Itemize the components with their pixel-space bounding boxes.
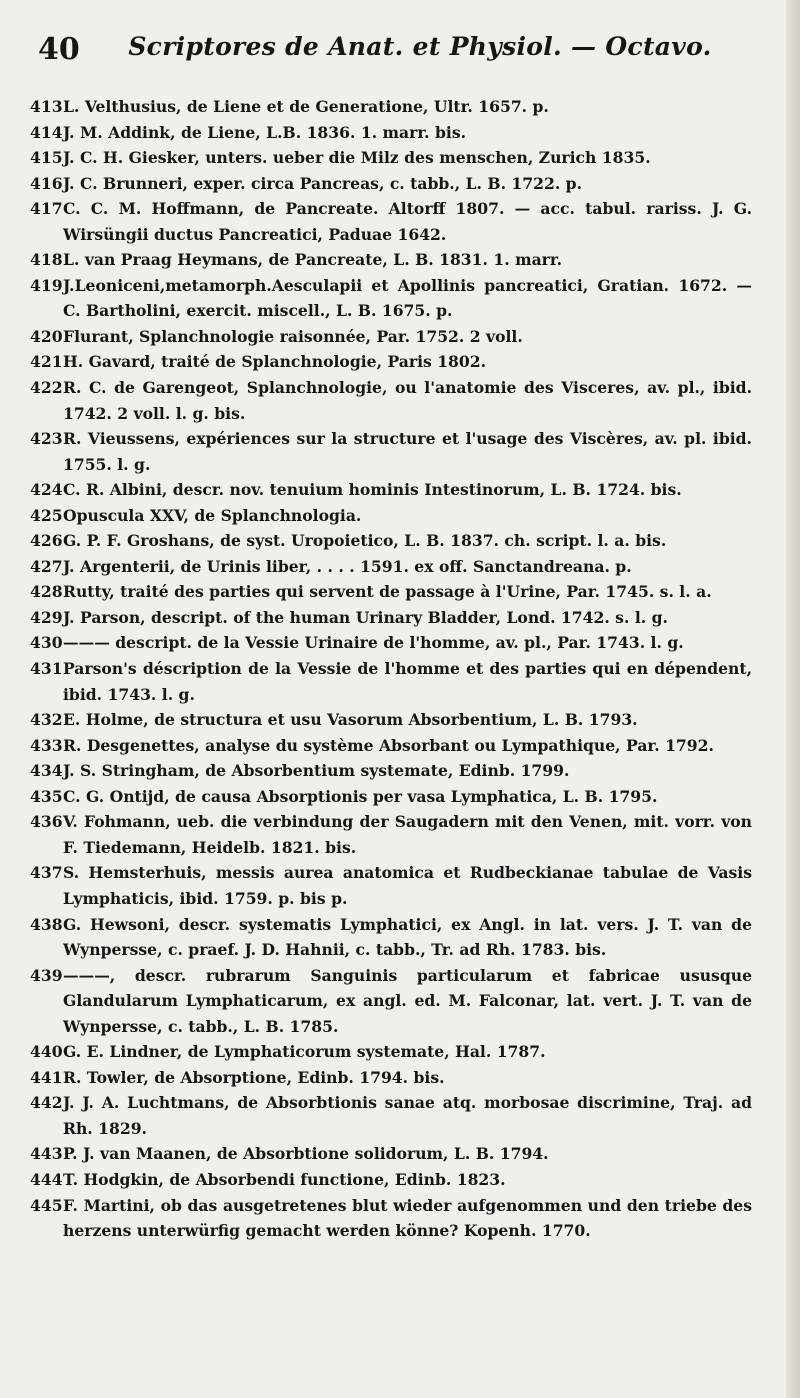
entry-text: G. E. Lindner, de Lymphaticorum systemate, Hal. 1787.: [63, 1042, 546, 1062]
entry-number: 435: [30, 786, 63, 806]
entry-text: Flurant, Splanchnologie raisonnée, Par. 1752. 2 voll.: [63, 326, 523, 346]
entry-text: J. Argenterii, de Urinis liber, . . . . 1591. ex off. Sanctandreana. p.: [63, 556, 632, 576]
entry-text: R. C. de Garengeot, Splanchnologie, ou l'anatomie des Visceres, av. pl., ibid. 1742. 2 voll. l. g. bis.: [63, 378, 752, 423]
entry-number: 422: [30, 378, 63, 398]
catalogue-entry: [30, 758, 770, 784]
entry-text: C. C. M. Hoffmann, de Pancreate. Altorff 1807. — acc. tabul. rariss. J. G. Wirsüngii ductus Pancreatici, Paduae 1642.: [63, 199, 752, 244]
entry-text: V. Fohmann, ueb. die verbindung der Saugadern mit den Venen, mit. vorr. von F. Tiedemann, Heidelb. 1821. bis.: [63, 812, 752, 857]
catalogue-entry: [30, 1090, 770, 1141]
entry-number: 415: [30, 148, 63, 168]
entry-text: J.Leoniceni,metamorph.Aesculapii et Apollinis pancreatici, Gratian. 1672. — C. Bartholini, exercit. miscell., L. B. 1675. p.: [63, 275, 752, 321]
entry-number: 439: [30, 965, 63, 985]
entry-number: 432: [30, 710, 63, 730]
entry-text: F. Martini, ob das ausgetretenes blut wieder aufgenommen und den triebe des herzens unterwürfig gemacht werden könne? Kopenh. 1770.: [63, 1195, 752, 1241]
entry-number: 414: [30, 122, 63, 142]
entry-text: J. M. Addink, de Liene, L.B. 1836. 1. marr. bis.: [63, 122, 467, 142]
catalogue-entry: [30, 707, 770, 733]
entry-number: 437: [30, 863, 63, 883]
entry-number: 433: [30, 735, 63, 755]
catalogue-entry: [30, 1167, 770, 1193]
page-number: 40: [38, 32, 80, 67]
entry-text: Parson's déscription de la Vessie de l'homme et des parties qui en dépendent, ibid. 1743. l. g.: [63, 659, 752, 704]
catalogue-entry: [30, 860, 770, 911]
catalogue-entry: [30, 809, 770, 860]
catalogue-entry: [30, 630, 770, 656]
entry-text: G. Hewsoni, descr. systematis Lymphatici, ex Angl. in lat. vers. J. T. van de Wynpersse, c. praef. J. D. Hahnii, c. tabb., Tr. ad Rh. 1783. bis.: [63, 914, 752, 960]
entry-number: 425: [30, 505, 63, 525]
entry-number: 418: [30, 250, 63, 270]
catalogue-entry: [30, 349, 770, 375]
catalogue-entry: [30, 733, 770, 759]
entry-number: 426: [30, 531, 63, 551]
entry-text: J. C. H. Giesker, unters. ueber die Milz des menschen, Zurich 1835.: [63, 148, 651, 168]
catalogue-entry: [30, 477, 770, 503]
entry-number: 429: [30, 607, 63, 627]
entry-number: 434: [30, 761, 63, 781]
catalogue-entry: [30, 963, 770, 1040]
entry-text: Opuscula XXV, de Splanchnologia.: [63, 505, 362, 525]
catalogue-entry: [30, 1065, 770, 1091]
catalogue-entry: [30, 656, 770, 707]
catalogue-entry: [30, 171, 770, 197]
entry-number: 443: [30, 1144, 63, 1164]
entry-number: 444: [30, 1169, 63, 1189]
entry-text: R. Towler, de Absorptione, Edinb. 1794. bis.: [63, 1067, 445, 1087]
entry-number: 417: [30, 199, 63, 219]
catalogue-entry: [30, 784, 770, 810]
page-edge: [786, 0, 800, 1398]
catalogue-entry: [30, 528, 770, 554]
entry-text: J. S. Stringham, de Absorbentium systemate, Edinb. 1799.: [63, 761, 570, 781]
entry-text: G. P. F. Groshans, de syst. Uropoietico, L. B. 1837. ch. script. l. a. bis.: [63, 531, 667, 551]
catalogue-entry: [30, 1141, 770, 1167]
catalogue-entry: [30, 1193, 770, 1244]
entry-number: 413: [30, 97, 63, 116]
catalogue-entry: [30, 426, 770, 477]
entry-number: 441: [30, 1067, 63, 1087]
catalogue-entry: [30, 324, 770, 350]
entry-text: R. Vieussens, expériences sur la structure et l'usage des Viscères, av. pl. ibid. 1755. l. g.: [63, 429, 752, 474]
entry-text: R. Desgenettes, analyse du système Absorbant ou Lympathique, Par. 1792.: [63, 735, 714, 755]
catalogue-entry: [30, 605, 770, 631]
entry-number: 445: [30, 1195, 63, 1215]
catalogue-entry: [30, 579, 770, 605]
catalogue-entry: [30, 273, 770, 324]
catalogue-entry: [30, 375, 770, 426]
entry-number: 431: [30, 659, 63, 679]
entry-number: 416: [30, 173, 63, 193]
catalogue-entry: [30, 554, 770, 580]
catalogue-entries: [30, 94, 770, 1244]
entry-text: T. Hodgkin, de Absorbendi functione, Edinb. 1823.: [63, 1169, 506, 1189]
entry-number: 420: [30, 326, 63, 346]
catalogue-entry: [30, 503, 770, 529]
entry-text: H. Gavard, traité de Splanchnologie, Paris 1802.: [63, 352, 487, 372]
catalogue-entry: [30, 247, 770, 273]
entry-text: J. J. A. Luchtmans, de Absorbtionis sanae atq. morbosae discrimine, Traj. ad Rh. 1829.: [63, 1093, 752, 1138]
entry-text: J. Parson, descript. of the human Urinary Bladder, Lond. 1742. s. l. g.: [63, 607, 668, 627]
entry-text: ———, descr. rubrarum Sanguinis particularum et fabricae ususque Glandularum Lymphaticarum, ex angl. ed. M. Falconar, lat. vert. J. T. van de Wynpersse, c. tabb., L. B. 1785.: [63, 965, 752, 1036]
entry-number: 430: [30, 633, 63, 653]
entry-number: 438: [30, 914, 63, 934]
catalogue-entry: [30, 1039, 770, 1065]
entry-number: 436: [30, 812, 63, 832]
entry-number: 442: [30, 1093, 63, 1113]
entry-text: J. C. Brunneri, exper. circa Pancreas, c. tabb., L. B. 1722. p.: [63, 173, 583, 193]
entry-text: C. R. Albini, descr. nov. tenuium hominis Intestinorum, L. B. 1724. bis.: [63, 480, 682, 500]
catalogue-entry: [30, 120, 770, 146]
entry-text: P. J. van Maanen, de Absorbtione solidorum, L. B. 1794.: [63, 1144, 549, 1164]
entry-number: 427: [30, 556, 63, 576]
entry-number: 440: [30, 1042, 63, 1062]
entry-number: 424: [30, 480, 63, 500]
catalogue-entry: [30, 94, 770, 120]
entry-number: 423: [30, 429, 63, 449]
catalogue-entry: [30, 145, 770, 171]
entry-text: S. Hemsterhuis, messis aurea anatomica et Rudbeckianae tabulae de Vasis Lymphaticis, ibid. 1759. p. bis p.: [63, 863, 752, 908]
entry-text: L. van Praag Heymans, de Pancreate, L. B. 1831. 1. marr.: [63, 250, 563, 270]
entry-text: Rutty, traité des parties qui servent de passage à l'Urine, Par. 1745. s. l. a.: [63, 582, 712, 602]
entry-text: L. Velthusius, de Liene et de Generatione, Ultr. 1657. p.: [63, 97, 549, 116]
entry-text: ——— descript. de la Vessie Urinaire de l'homme, av. pl., Par. 1743. l. g.: [63, 633, 684, 653]
entry-text: E. Holme, de structura et usu Vasorum Absorbentium, L. B. 1793.: [63, 710, 638, 730]
catalogue-entry: [30, 196, 770, 247]
entry-number: 428: [30, 582, 63, 602]
catalogue-entry: [30, 912, 770, 963]
entry-number: 419: [30, 275, 63, 295]
running-title: Scriptores de Anat. et Physiol. — Octavo.: [128, 32, 712, 61]
entry-number: 421: [30, 352, 63, 372]
page-header: [30, 32, 770, 76]
entry-text: C. G. Ontijd, de causa Absorptionis per vasa Lymphatica, L. B. 1795.: [63, 786, 658, 806]
